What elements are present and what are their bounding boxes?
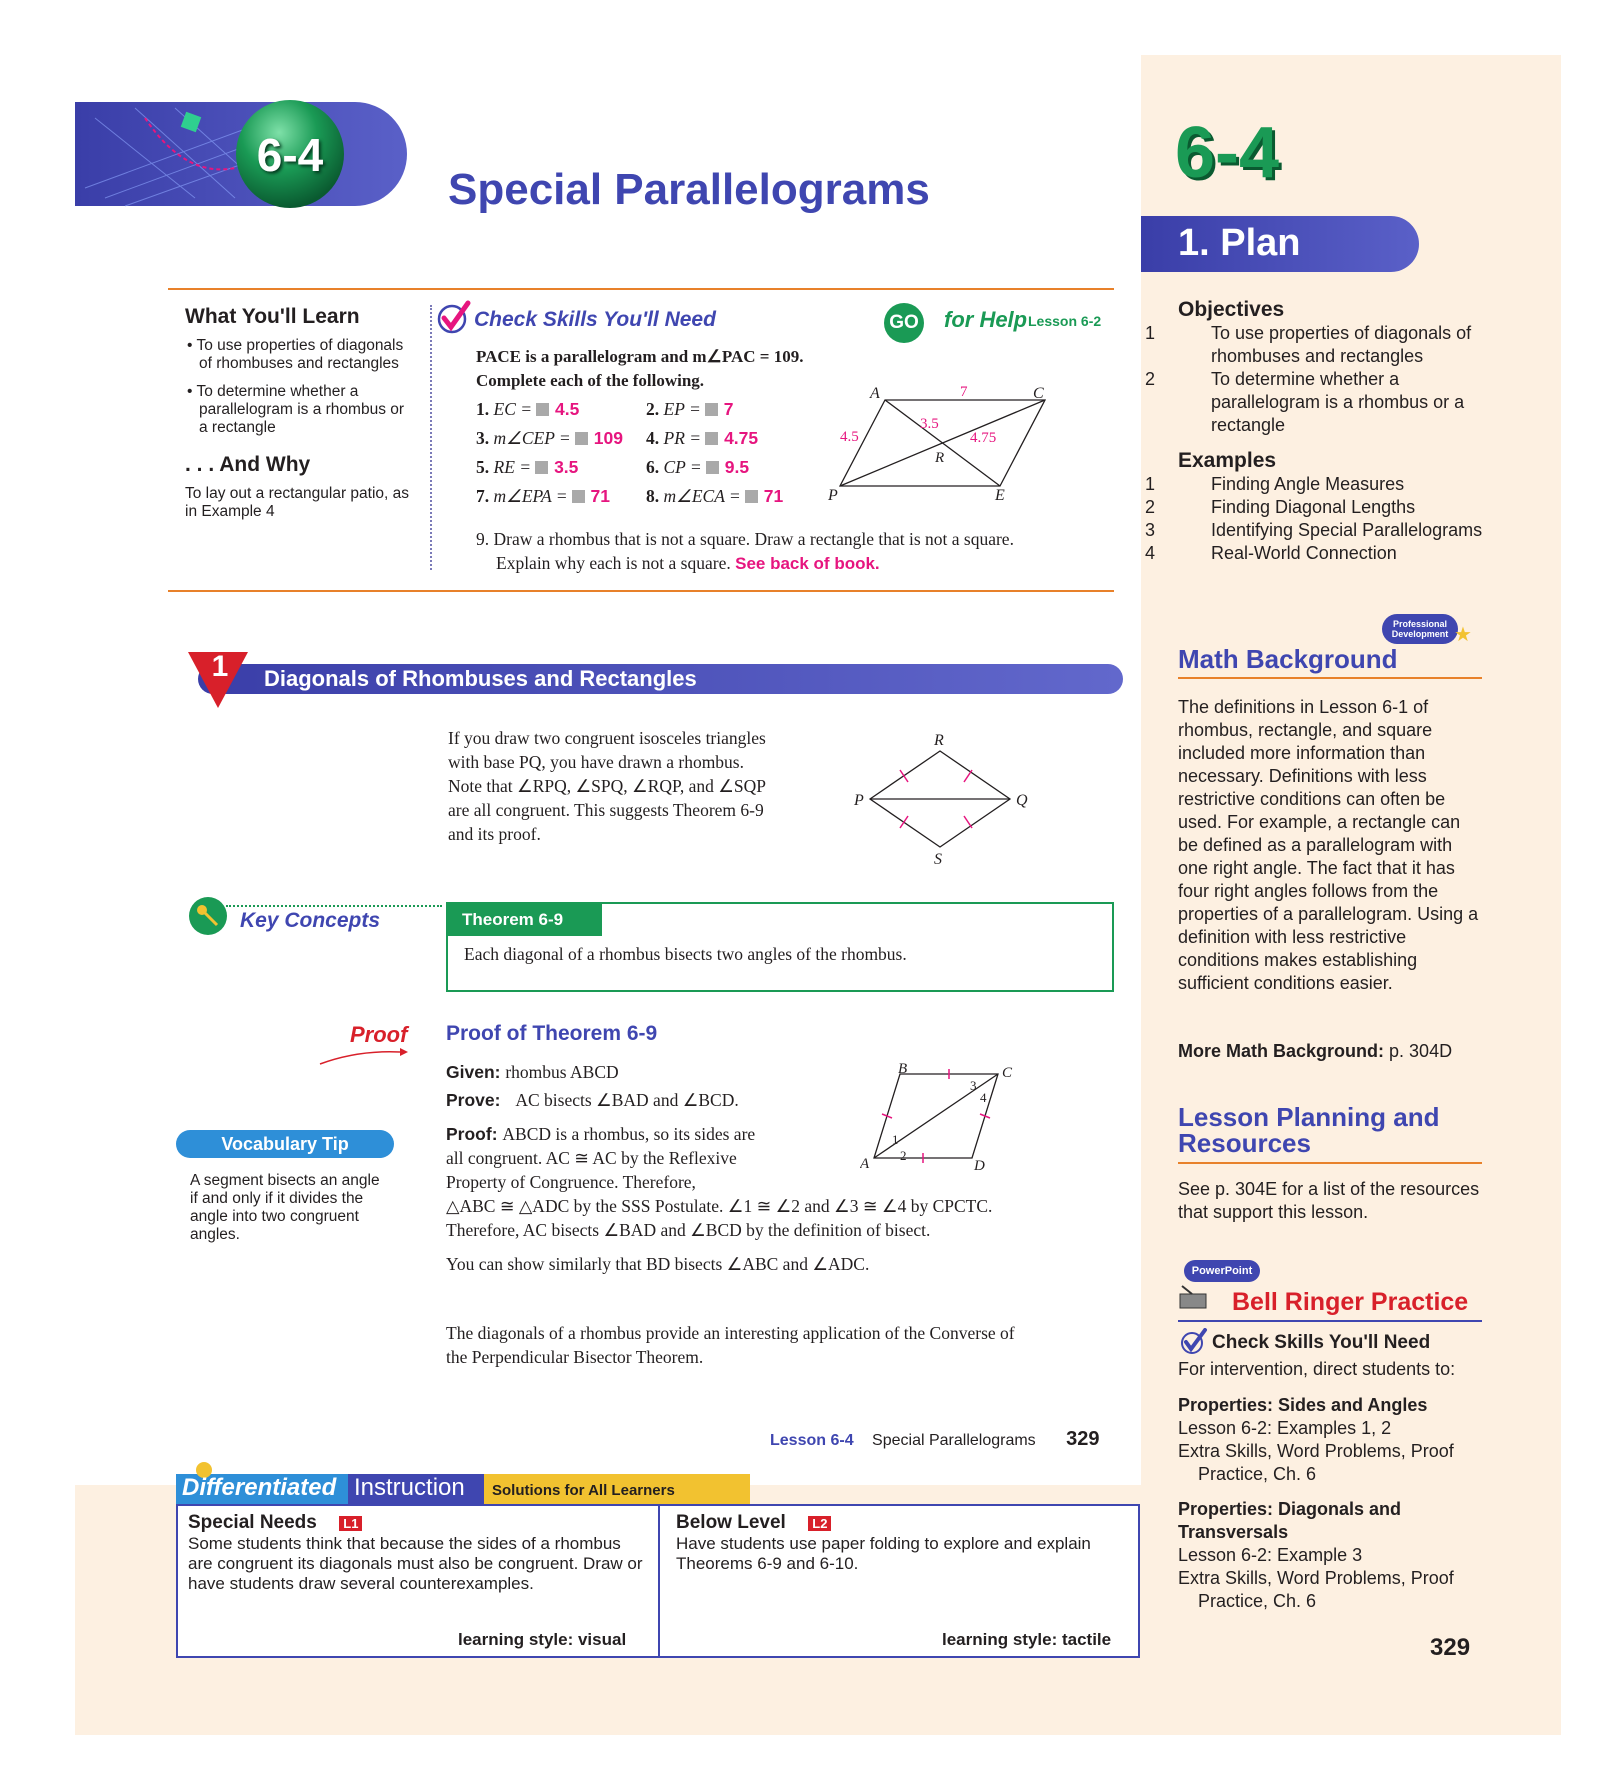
what-youll-learn [185, 305, 415, 521]
converse-paragraph: The diagonals of a rhombus provide an interesting application of the Converse of the Perpendicular Bisector Theorem. [446, 1323, 1015, 1367]
sidebar-page-number: 329 [1430, 1634, 1471, 1661]
label-4-75: 4.75 [970, 430, 997, 446]
key-concepts-label: Key Concepts [240, 909, 381, 932]
vertex-r-label: R [934, 732, 944, 749]
page-footer: Lesson 6-4 Special Parallelograms 329 [770, 1428, 1100, 1450]
vertex-e-label: E [995, 487, 1005, 504]
diff-subtitle: Solutions for All Learners [492, 1482, 675, 1499]
proof-label: Proof [350, 1022, 408, 1047]
for-help-label: for Help [944, 307, 1028, 332]
diff-title-2: Instruction [354, 1474, 465, 1501]
lesson-planning-text: See p. 304E for a list of the resources that support this lesson. [1178, 1179, 1480, 1222]
angle-2-label: 2 [900, 1148, 907, 1163]
diff-divider [658, 1506, 660, 1656]
proof-body: Proof: ABCD is a rhombus, so its sides are all congruent. AC ≅ AC by the Reflexive Property of Congruence. Therefore, △ABC ≅ △ADC by the SSS Postulate. ∠1 ≅ ∠2 and ∠3 ≅ ∠4 by CPCTC. Therefore, AC bisects ∠BAD and ∠BCD by the definition of bisect. You can show similarly that BD bisects ∠ABC and ∠ADC. [446, 1124, 993, 1274]
star-icon: ★ [1454, 624, 1472, 646]
label-4-5: 4.5 [840, 429, 859, 445]
projector-icon [1178, 1282, 1208, 1312]
learn-bullet: • To use properties of diagonals of rhombuses and rectangles [187, 337, 404, 372]
math-background-rule [1178, 677, 1482, 679]
page-title: Special Parallelograms [448, 165, 930, 214]
section-title: Diagonals of Rhombuses and Rectangles [264, 666, 697, 691]
objectives: Objectives 1 To use properties of diagonals of rhombuses and rectangles 2 To determine whether a parallelogram is a rhombus or a rectangle Examples 1 Finding Angle Measures 2 Finding Diagonal Lengths 3 Identifying Special Parallelograms 4 Real-World Connection [1145, 298, 1483, 563]
sidebar-lesson-badge: 6-4 [1175, 113, 1280, 193]
checkmark-icon [1180, 1328, 1208, 1354]
key-icon [188, 896, 230, 938]
check-row: 3. m∠CEP = 109 4. PR = 4.75 [476, 428, 759, 448]
bell-ringer-rule [1178, 1320, 1482, 1322]
level-badge: L2 [808, 1516, 831, 1531]
key-concepts-rule [226, 905, 442, 907]
vertex-c-label: C [1033, 385, 1044, 402]
section-number: 1 [211, 650, 229, 683]
lesson-number-badge: 6-4 [256, 129, 324, 181]
why-text: To lay out a rectangular patio, as in Example 4 [185, 485, 410, 520]
label-7: 7 [960, 384, 968, 400]
vocabulary-tip-text: A segment bisects an angle if and only if it divides the angle into two congruent angles. [190, 1172, 380, 1243]
vertex-p-label: P [828, 487, 838, 504]
top-divider [168, 288, 1114, 290]
check-row: 7. m∠EPA = 71 8. m∠ECA = 71 [476, 486, 784, 506]
math-background-text: The definitions in Lesson 6-1 of rhombus, rectangle, and square included more information than necessary. Definitions with less restrictive conditions can often be used. For example, a rectangle can be defined as a parallelogram with one right angle. The fact that it has four right angles follows from the properties of a parallelogram. Using a definition with less restrictive conditions makes establishing sufficient conditions easier. [1178, 697, 1479, 993]
vertex-b-label: B [898, 1062, 908, 1077]
vertical-divider [430, 305, 432, 570]
lesson-planning-rule [1178, 1162, 1482, 1164]
example-item: 2 Finding Diagonal Lengths [1145, 497, 1416, 517]
learning-style-visual: learning style: visual [458, 1630, 627, 1649]
powerpoint-badge: PowerPoint [1184, 1260, 1260, 1282]
vertex-d-label: D [974, 1158, 985, 1172]
vertex-p-label: P [854, 792, 864, 809]
angle-4-label: 4 [980, 1090, 987, 1105]
math-background-heading: Math Background [1178, 644, 1398, 674]
learning-style-tactile: learning style: tactile [942, 1630, 1112, 1649]
parallelogram-pace-figure [820, 378, 1070, 508]
example-item: 1 Finding Angle Measures [1145, 474, 1405, 494]
angle-1-label: 1 [892, 1132, 899, 1147]
theorem-label: Theorem 6-9 [448, 904, 602, 936]
check-row: 5. RE = 3.5 6. CP = 9.5 [476, 457, 750, 477]
vertex-q-label: Q [1016, 792, 1028, 809]
check-skills-heading: Check Skills You'll Need [474, 308, 716, 331]
learn-heading: What You'll Learn [185, 305, 360, 328]
diff-title-1: Differentiated [182, 1474, 337, 1501]
rhombus-abcd-figure [860, 1062, 1020, 1172]
lesson-ref-link[interactable]: Lesson 6-2 [1028, 313, 1102, 329]
professional-development-badge: Professional Development [1382, 614, 1458, 644]
given-prove: Given: rhombus ABCD Prove: AC bisects ∠BAD and ∠BCD. [446, 1062, 739, 1110]
intro-paragraph: If you draw two congruent isosceles triangles with base PQ, you have drawn a rhombus. Note that ∠RPQ, ∠SPQ, ∠RQP, and ∠SQP are all congruent. This suggests Theorem 6-9 and its proof. [448, 728, 767, 844]
theorem-text: Each diagonal of a rhombus bisects two angles of the rhombus. [464, 944, 907, 964]
objective-item: 1 To use properties of diagonals of rhombuses and rectangles [1145, 323, 1472, 366]
proof-heading: Proof of Theorem 6-9 [446, 1022, 658, 1045]
check-item-9: 9. Draw a rhombus that is not a square. Draw a rectangle that is not a square. Explain why each is not a square. See back of book. [476, 529, 1014, 573]
vertex-c-label: C [1002, 1065, 1013, 1081]
check-items [476, 395, 816, 511]
check-row: 1. EC = 4.5 2. EP = 7 [476, 399, 734, 419]
rhombus-prqs-figure [850, 728, 1040, 868]
sidebar-check-heading: Check Skills You'll Need [1212, 1332, 1431, 1353]
level-badge: L1 [339, 1516, 362, 1531]
intervention-groups: Properties: Sides and Angles Lesson 6-2: Examples 1, 2 Extra Skills, Word Problems, Proof Practice, Ch. 6 Properties: Diagonals and Transversals Lesson 6-2: Example 3 Extra Skills, Word Problems, Proof Practice, Ch. 6 [1178, 1395, 1454, 1611]
learn-bullet: • To determine whether a parallelogram is a rhombus or a rectangle [187, 383, 405, 436]
lesson-planning-heading: Lesson Planning and Resources [1178, 1102, 1440, 1158]
checkmark-icon [436, 300, 472, 334]
point-r-label: R [935, 450, 945, 466]
vertex-s-label: S [934, 851, 942, 868]
go-icon: GO [884, 303, 924, 343]
more-math-background: More Math Background: p. 304D [1178, 1041, 1453, 1061]
angle-3-label: 3 [970, 1078, 977, 1093]
sidebar-check-text: For intervention, direct students to: [1178, 1359, 1456, 1379]
label-3-5: 3.5 [920, 416, 939, 432]
special-needs-panel: Special Needs L1 Some students think that because the sides of a rhombus are congruent its diagonals must also be congruent. Draw or have students draw several counterexamples. [188, 1512, 643, 1593]
why-heading: . . . And Why [185, 453, 311, 476]
example-item: 3 Identifying Special Parallelograms [1145, 520, 1483, 540]
below-level-panel: Below Level L2 Have students use paper folding to explore and explain Theorems 6-9 and 6-10. [676, 1512, 1091, 1573]
check-intro: PACE is a parallelogram and m∠PAC = 109. Complete each of the following. [476, 347, 804, 390]
bell-ringer-heading: Bell Ringer Practice [1232, 1288, 1469, 1316]
objective-item: 2 To determine whether a parallelogram is a rhombus or a rectangle [1145, 369, 1465, 435]
vertex-a-label: A [870, 385, 880, 402]
proof-arrow-icon [318, 1044, 408, 1068]
vocabulary-tip-title: Vocabulary Tip [176, 1130, 394, 1158]
plan-heading: 1. Plan [1178, 222, 1301, 264]
example-item: 4 Real-World Connection [1145, 543, 1397, 563]
vertex-a-label: A [860, 1156, 870, 1172]
bottom-divider [168, 590, 1114, 592]
